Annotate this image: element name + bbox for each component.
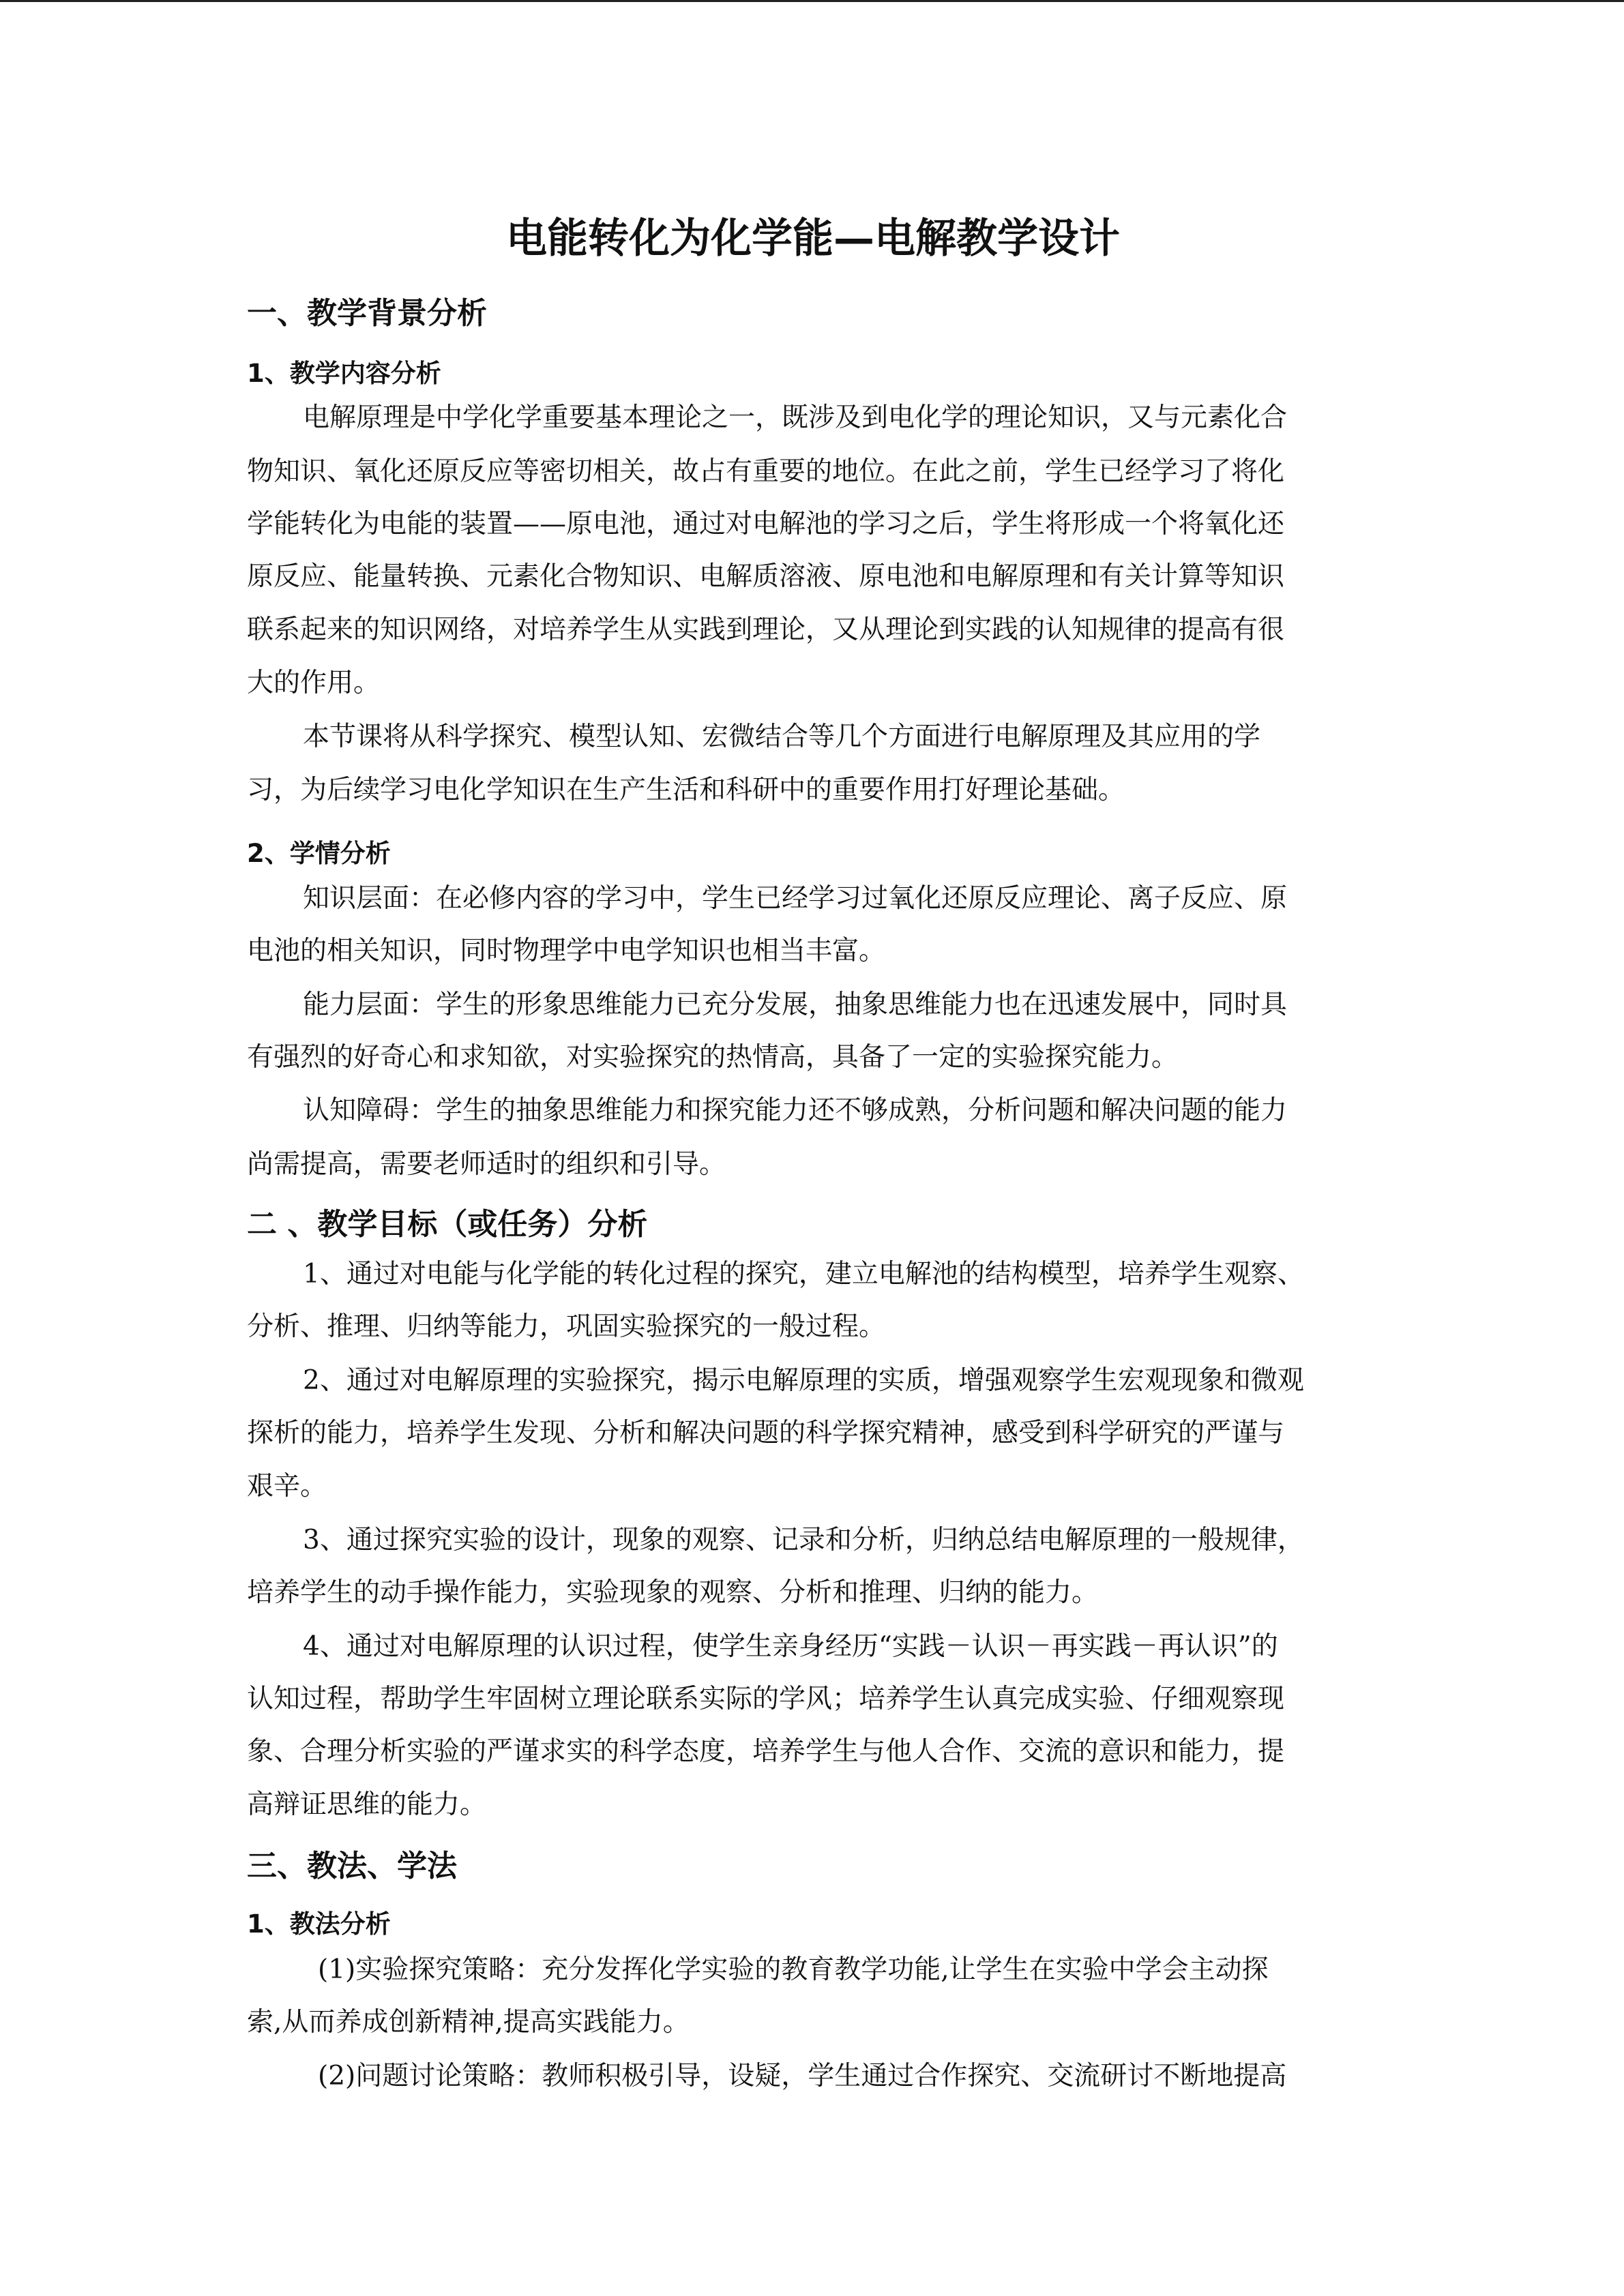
- paragraph-line: 能力层面：学生的形象思维能力已充分发展，抽象思维能力也在迅速发展中，同时具: [303, 989, 1288, 1020]
- paragraph-line: 索,从而养成创新精神,提高实践能力。: [247, 2007, 690, 2038]
- paragraph-line: 培养学生的动手操作能力，实验现象的观察、分析和推理、归纳的能力。: [247, 1577, 1099, 1608]
- paragraph-line: 高辩证思维的能力。: [247, 1789, 487, 1820]
- paragraph-line: 3、通过探究实验的设计，现象的观察、记录和分析，归纳总结电解原理的一般规律，: [303, 1525, 1304, 1555]
- paragraph-line: 有强烈的好奇心和求知欲，对实验探究的热情高，具备了一定的实验探究能力。: [247, 1042, 1179, 1073]
- paragraph-line: 知识层面：在必修内容的学习中，学生已经学习过氧化还原反应理论、离子反应、原: [303, 883, 1288, 914]
- paragraph-line: 电解原理是中学化学重要基本理论之一，既涉及到电化学的理论知识，又与元素化合: [303, 402, 1288, 433]
- paragraph-line: (2)问题讨论策略：教师积极引导，设疑，学生通过合作探究、交流研讨不断地提高: [318, 2061, 1287, 2091]
- paragraph-line: 尚需提高，需要老师适时的组织和引导。: [247, 1149, 726, 1180]
- paragraph-line: 象、合理分析实验的严谨求实的科学态度，培养学生与他人合作、交流的意识和能力，提: [247, 1736, 1285, 1767]
- paragraph-line: 大的作用。: [247, 668, 381, 698]
- paragraph-line: 本节课将从科学探究、模型认知、宏微结合等几个方面进行电解原理及其应用的学: [303, 721, 1261, 752]
- page-top-border: [0, 0, 1624, 2]
- subsection-heading-1-1: 1、教学内容分析: [247, 359, 441, 388]
- subsection-heading-1-2: 2、学情分析: [247, 839, 391, 868]
- paragraph-line: 物知识、氧化还原反应等密切相关，故占有重要的地位。在此之前，学生已经学习了将化: [247, 456, 1285, 487]
- paragraph-line: 认知障碍：学生的抽象思维能力和探究能力还不够成熟，分析问题和解决问题的能力: [303, 1095, 1288, 1126]
- paragraph-line: 分析、推理、归纳等能力，巩固实验探究的一般过程。: [247, 1311, 886, 1342]
- paragraph-line: 习，为后续学习电化学知识在生产生活和科研中的重要作用打好理论基础。: [247, 775, 1125, 805]
- section-heading-3: 三、教法、学法: [247, 1849, 457, 1883]
- paragraph-line: 探析的能力，培养学生发现、分析和解决问题的科学探究精神，感受到科学研究的严谨与: [247, 1418, 1285, 1448]
- paragraph-line: 认知过程，帮助学生牢固树立理论联系实际的学风；培养学生认真完成实验、仔细观察现: [247, 1684, 1285, 1714]
- paragraph-line: 艰辛。: [247, 1471, 327, 1502]
- paragraph-line: 学能转化为电能的装置——原电池，通过对电解池的学习之后，学生将形成一个将氧化还: [247, 509, 1285, 539]
- paragraph-line: 原反应、能量转换、元素化合物知识、电解质溶液、原电池和电解原理和有关计算等知识: [247, 561, 1285, 592]
- paragraph-line: (1)实验探究策略：充分发挥化学实验的教育教学功能,让学生在实验中学会主动探: [318, 1954, 1269, 1985]
- paragraph-line: 2、通过对电解原理的实验探究，揭示电解原理的实质，增强观察学生宏观现象和微观: [303, 1365, 1304, 1396]
- section-heading-1: 一、教学背景分析: [247, 296, 487, 331]
- paragraph-line: 电池的相关知识，同时物理学中电学知识也相当丰富。: [247, 936, 886, 966]
- paragraph-line: 4、通过对电解原理的认识过程，使学生亲身经历“实践－认识－再实践－再认识”的: [303, 1631, 1278, 1662]
- document-title: 电能转化为化学能—电解教学设计: [506, 215, 1120, 263]
- section-heading-2: 二 、教学目标（或任务）分析: [247, 1207, 648, 1242]
- paragraph-line: 1、通过对电能与化学能的转化过程的探究，建立电解池的结构模型，培养学生观察、: [303, 1259, 1304, 1289]
- subsection-heading-3-1: 1、教法分析: [247, 1909, 391, 1939]
- paragraph-line: 联系起来的知识网络，对培养学生从实践到理论，又从理论到实践的认知规律的提高有很: [247, 614, 1285, 645]
